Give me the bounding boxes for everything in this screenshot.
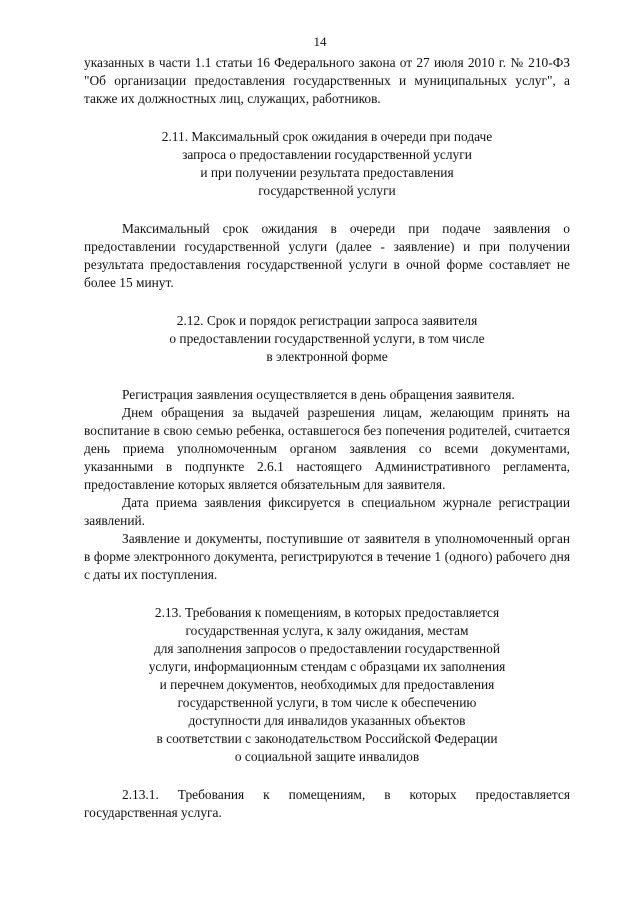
section-2-12-paragraph: Регистрация заявления осуществляется в день обращения заявителя. (122, 387, 515, 402)
section-2-12-paragraph: Дата приема заявления фиксируется в специальном журнале регистрации заявлений. (84, 495, 570, 528)
section-2-12-heading (84, 312, 570, 366)
heading-line: и при получении результата предоставления (200, 165, 454, 180)
section-2-12-paragraph: Днем обращения за выдачей разрешения лицам, желающим принять на воспитание в свою семью ребенка, оставшегося без попечения родителей, считается день приема уполномоченным органом заявления со всеми документами, указанными в подпункте 2.6.1 настоящего Административного регламента, предоставление которых является обязательным для заявителя. (84, 405, 570, 492)
section-2-11-paragraph: Максимальный срок ожидания в очереди при подаче заявления о предоставлении государственной услуги (далее - заявление) и при получении результата предоставления государственной услуги в очной форме составляет не более 15 минут. (84, 221, 570, 290)
heading-line: о социальной защите инвалидов (234, 749, 420, 764)
intro-paragraph: указанных в части 1.1 статьи 16 Федерального закона от 27 июля 2010 г. № 210-ФЗ "Об организации предоставления государственных и муниципальных услуг", а также их должностных лиц, служащих, работников. (84, 55, 570, 106)
heading-line: для заполнения запросов о предоставлении государственной (153, 641, 501, 656)
section-2-11-heading (84, 128, 570, 200)
heading-line: 2.12. Срок и порядок регистрации запроса заявителя (176, 313, 478, 328)
heading-line: государственная услуга, к залу ожидания, местам (185, 623, 469, 638)
heading-line: доступности для инвалидов указанных объектов (188, 713, 466, 728)
heading-line: в электронной форме (266, 349, 388, 364)
heading-line: государственной услуги, в том числе к обеспечению (177, 695, 477, 710)
section-2-12-paragraph: Заявление и документы, поступившие от заявителя в уполномоченный орган в форме электронного документа, регистрируются в течение 1 (одного) рабочего дня с даты их поступления. (84, 531, 570, 582)
heading-line: услуги, информационным стендам с образцами их заполнения (148, 659, 506, 674)
section-2-13-paragraph: 2.13.1. Требования к помещениям, в которых предоставляется государственная услуга. (84, 787, 570, 820)
heading-line: в соответствии с законодательством Российской Федерации (156, 731, 498, 746)
page-number: 14 (313, 34, 327, 49)
document-body (84, 54, 570, 822)
heading-line: 2.11. Максимальный срок ожидания в очереди при подаче (161, 129, 493, 144)
heading-line: государственной услуги (258, 183, 396, 198)
heading-line: о предоставлении государственной услуги, в том числе (169, 331, 485, 346)
heading-line: 2.13. Требования к помещениям, в которых предоставляется (154, 605, 500, 620)
heading-line: и перечнем документов, необходимых для предоставления (159, 677, 495, 692)
section-2-13-heading (84, 604, 570, 766)
heading-line: запроса о предоставлении государственной услуги (182, 147, 472, 162)
